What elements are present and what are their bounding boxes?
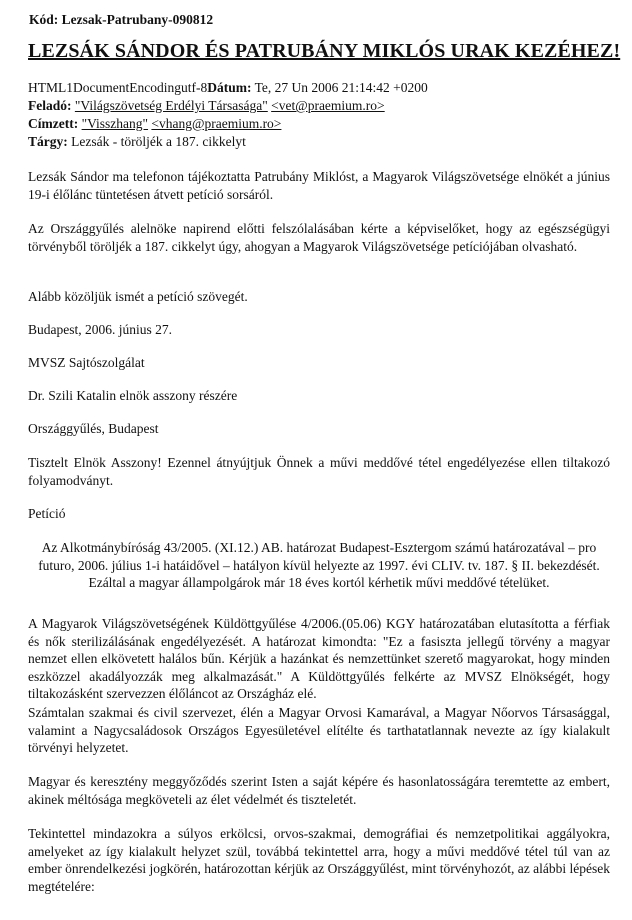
from-name-link[interactable]: "Világszövetség Erdélyi Társasága"	[74, 98, 268, 113]
to-name-link[interactable]: "Visszhang"	[81, 116, 149, 131]
paragraph-2: Az Országgyűlés alelnöke napirend előtti felszólalásában kérte a képviselőket, hogy az egészségügyi törvényből töröljék a 187. cikkelyt úgy, ahogyan a Magyarok Világszövetsége petíciójában olvasható.	[28, 221, 610, 254]
paragraph-1: Lezsák Sándor ma telefonon tájékoztatta Patrubány Miklóst, a Magyarok Világszövetsége elnökét a június 19-i élőlánc tüntetésen átvett petíció sorsáról.	[28, 169, 610, 202]
paragraph-request: Tekintettel mindazokra a súlyos erkölcsi, orvos-szakmai, demográfiai és nemzetpolitikai aggályokra, amelyeket az így kialakult helyzet szül, továbbá tekintettel arra, hogy a művi meddővé tétel túl van az ember önrendelkezési jogkörén, határozottan kérjük az Országgyűlést, mint törvényhozót, az alábbi lépések megtételére:	[28, 826, 610, 894]
from-label: Feladó:	[28, 98, 72, 113]
date-value: Te, 27 Un 2006 21:14:42 +0200	[254, 80, 428, 95]
to-line	[28, 116, 281, 132]
encoding-prefix: HTML1DocumentEncodingutf-8	[28, 80, 208, 95]
document-headline: LEZSÁK SÁNDOR ÉS PATRUBÁNY MIKLÓS URAK KEZÉHEZ!	[28, 40, 621, 62]
subject-label: Tárgy:	[28, 134, 68, 149]
paragraph-court-decision: Az Alkotmánybíróság 43/2005. (XI.12.) AB. határozat Budapest-Esztergom számú határozatával – pro futuro, 2006. július 1-i hatáidővel – hatályon kívül helyezte az 1997. évi CLIV. tv. 187. § II. bekezdését. Ezáltal a magyar állampolgárok már 18 éves kortól kérhetik művi meddővé tételüket.	[38, 540, 600, 590]
date-line	[28, 80, 428, 96]
code-value: Lezsak-Patrubany-090812	[61, 12, 214, 27]
paragraph-salutation: Tisztelt Elnök Asszony! Ezennel átnyújtjuk Önnek a művi meddővé tétel engedélyezése ellen tiltakozó folyamodványt.	[28, 455, 610, 488]
code-label: Kód:	[29, 12, 59, 27]
paragraph-location: Országgyűlés, Budapest	[28, 421, 159, 436]
paragraph-date: Budapest, 2006. június 27.	[28, 322, 172, 337]
to-label: Címzett:	[28, 116, 79, 131]
paragraph-belief: Magyar és keresztény meggyőződés szerint Isten a saját képére és hasonlatosságára teremtette az embert, akinek méltósága megköveteli az élet védelmét és tiszteletét.	[28, 774, 610, 807]
paragraph-assembly: A Magyarok Világszövetségének Küldöttgyűlése 4/2006.(05.06) KGY határozatában elutasította a férfiak és nők sterilizálásának engedélyezését. A határozat kimondta: "Ez a fasiszta jellegű törvény a magyar nemzet ellen elkövetett halálos bűn. Kérjük a hazánkat és nemzettünket szerető magyarokat, hogy minden eszközzel akadályozzák meg alkalmazását." A Küldöttgyűlés felkérte az MVSZ Elnökségét, hogy tiltakozásként szervezzen élőláncot az Országház elé.	[28, 616, 610, 701]
paragraph-press: MVSZ Sajtószolgálat	[28, 355, 145, 370]
subject-value: Lezsák - töröljék a 187. cikkelyt	[71, 134, 246, 149]
paragraph-3: Alább közöljük ismét a petíció szövegét.	[28, 289, 248, 304]
document-code	[29, 12, 213, 28]
paragraph-organizations: Számtalan szakmai és civil szervezet, élén a Magyar Orvosi Kamarával, a Magyar Nőorvos Társasággal, valamint a Nagycsaládosok Országos Egyesületével elítélte és tarthatatlannak nevezte az így kialakult törvényi helyzetet.	[28, 705, 610, 755]
to-email-link[interactable]: <vhang@praemium.ro>	[151, 116, 282, 131]
paragraph-addressee: Dr. Szili Katalin elnök asszony részére	[28, 388, 238, 403]
petition-heading: Petíció	[28, 506, 66, 521]
from-line	[28, 98, 385, 114]
from-email-link[interactable]: <vet@praemium.ro>	[271, 98, 385, 113]
date-label: Dátum:	[207, 80, 252, 95]
subject-line	[28, 134, 246, 150]
